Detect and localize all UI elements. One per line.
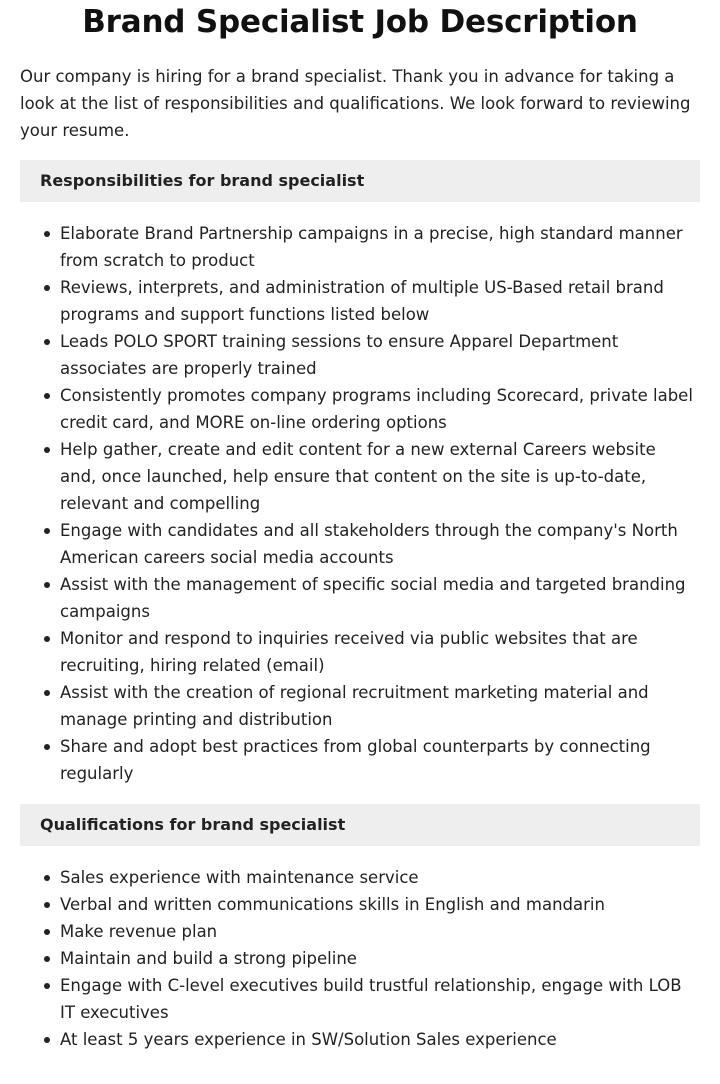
qualifications-heading: Qualifications for brand specialist (20, 804, 700, 846)
qualifications-list (20, 864, 700, 1053)
list-item: Monitor and respond to inquiries received via public websites that are recruiting, hiring related (email) (60, 625, 700, 679)
list-item: Share and adopt best practices from global counterparts by connecting regularly (60, 733, 700, 787)
list-item: Help gather, create and edit content for a new external Careers website and, once launched, help ensure that content on the site is up-to-date, relevant and compelling (60, 436, 700, 517)
responsibilities-list (20, 220, 700, 787)
list-item: At least 5 years experience in SW/Solution Sales experience (60, 1026, 700, 1053)
list-item: Elaborate Brand Partnership campaigns in a precise, high standard manner from scratch to product (60, 220, 700, 274)
intro-paragraph: Our company is hiring for a brand specialist. Thank you in advance for taking a look at the list of responsibilities and qualifications. We look forward to reviewing your resume. (20, 67, 691, 140)
page-title: Brand Specialist Job Description (82, 4, 638, 40)
list-item: Sales experience with maintenance service (60, 864, 700, 891)
list-item: Make revenue plan (60, 918, 700, 945)
list-item: Reviews, interprets, and administration of multiple US-Based retail brand programs and support functions listed below (60, 274, 700, 328)
responsibilities-heading: Responsibilities for brand specialist (20, 160, 700, 202)
list-item: Engage with candidates and all stakeholders through the company's North American careers social media accounts (60, 517, 700, 571)
list-item: Assist with the creation of regional recruitment marketing material and manage printing and distribution (60, 679, 700, 733)
list-item: Engage with C-level executives build trustful relationship, engage with LOB IT executives (60, 972, 700, 1026)
list-item: Verbal and written communications skills in English and mandarin (60, 891, 700, 918)
list-item: Maintain and build a strong pipeline (60, 945, 700, 972)
list-item: Leads POLO SPORT training sessions to ensure Apparel Department associates are properly trained (60, 328, 700, 382)
list-item: Assist with the management of specific social media and targeted branding campaigns (60, 571, 700, 625)
list-item: Consistently promotes company programs including Scorecard, private label credit card, and MORE on-line ordering options (60, 382, 700, 436)
